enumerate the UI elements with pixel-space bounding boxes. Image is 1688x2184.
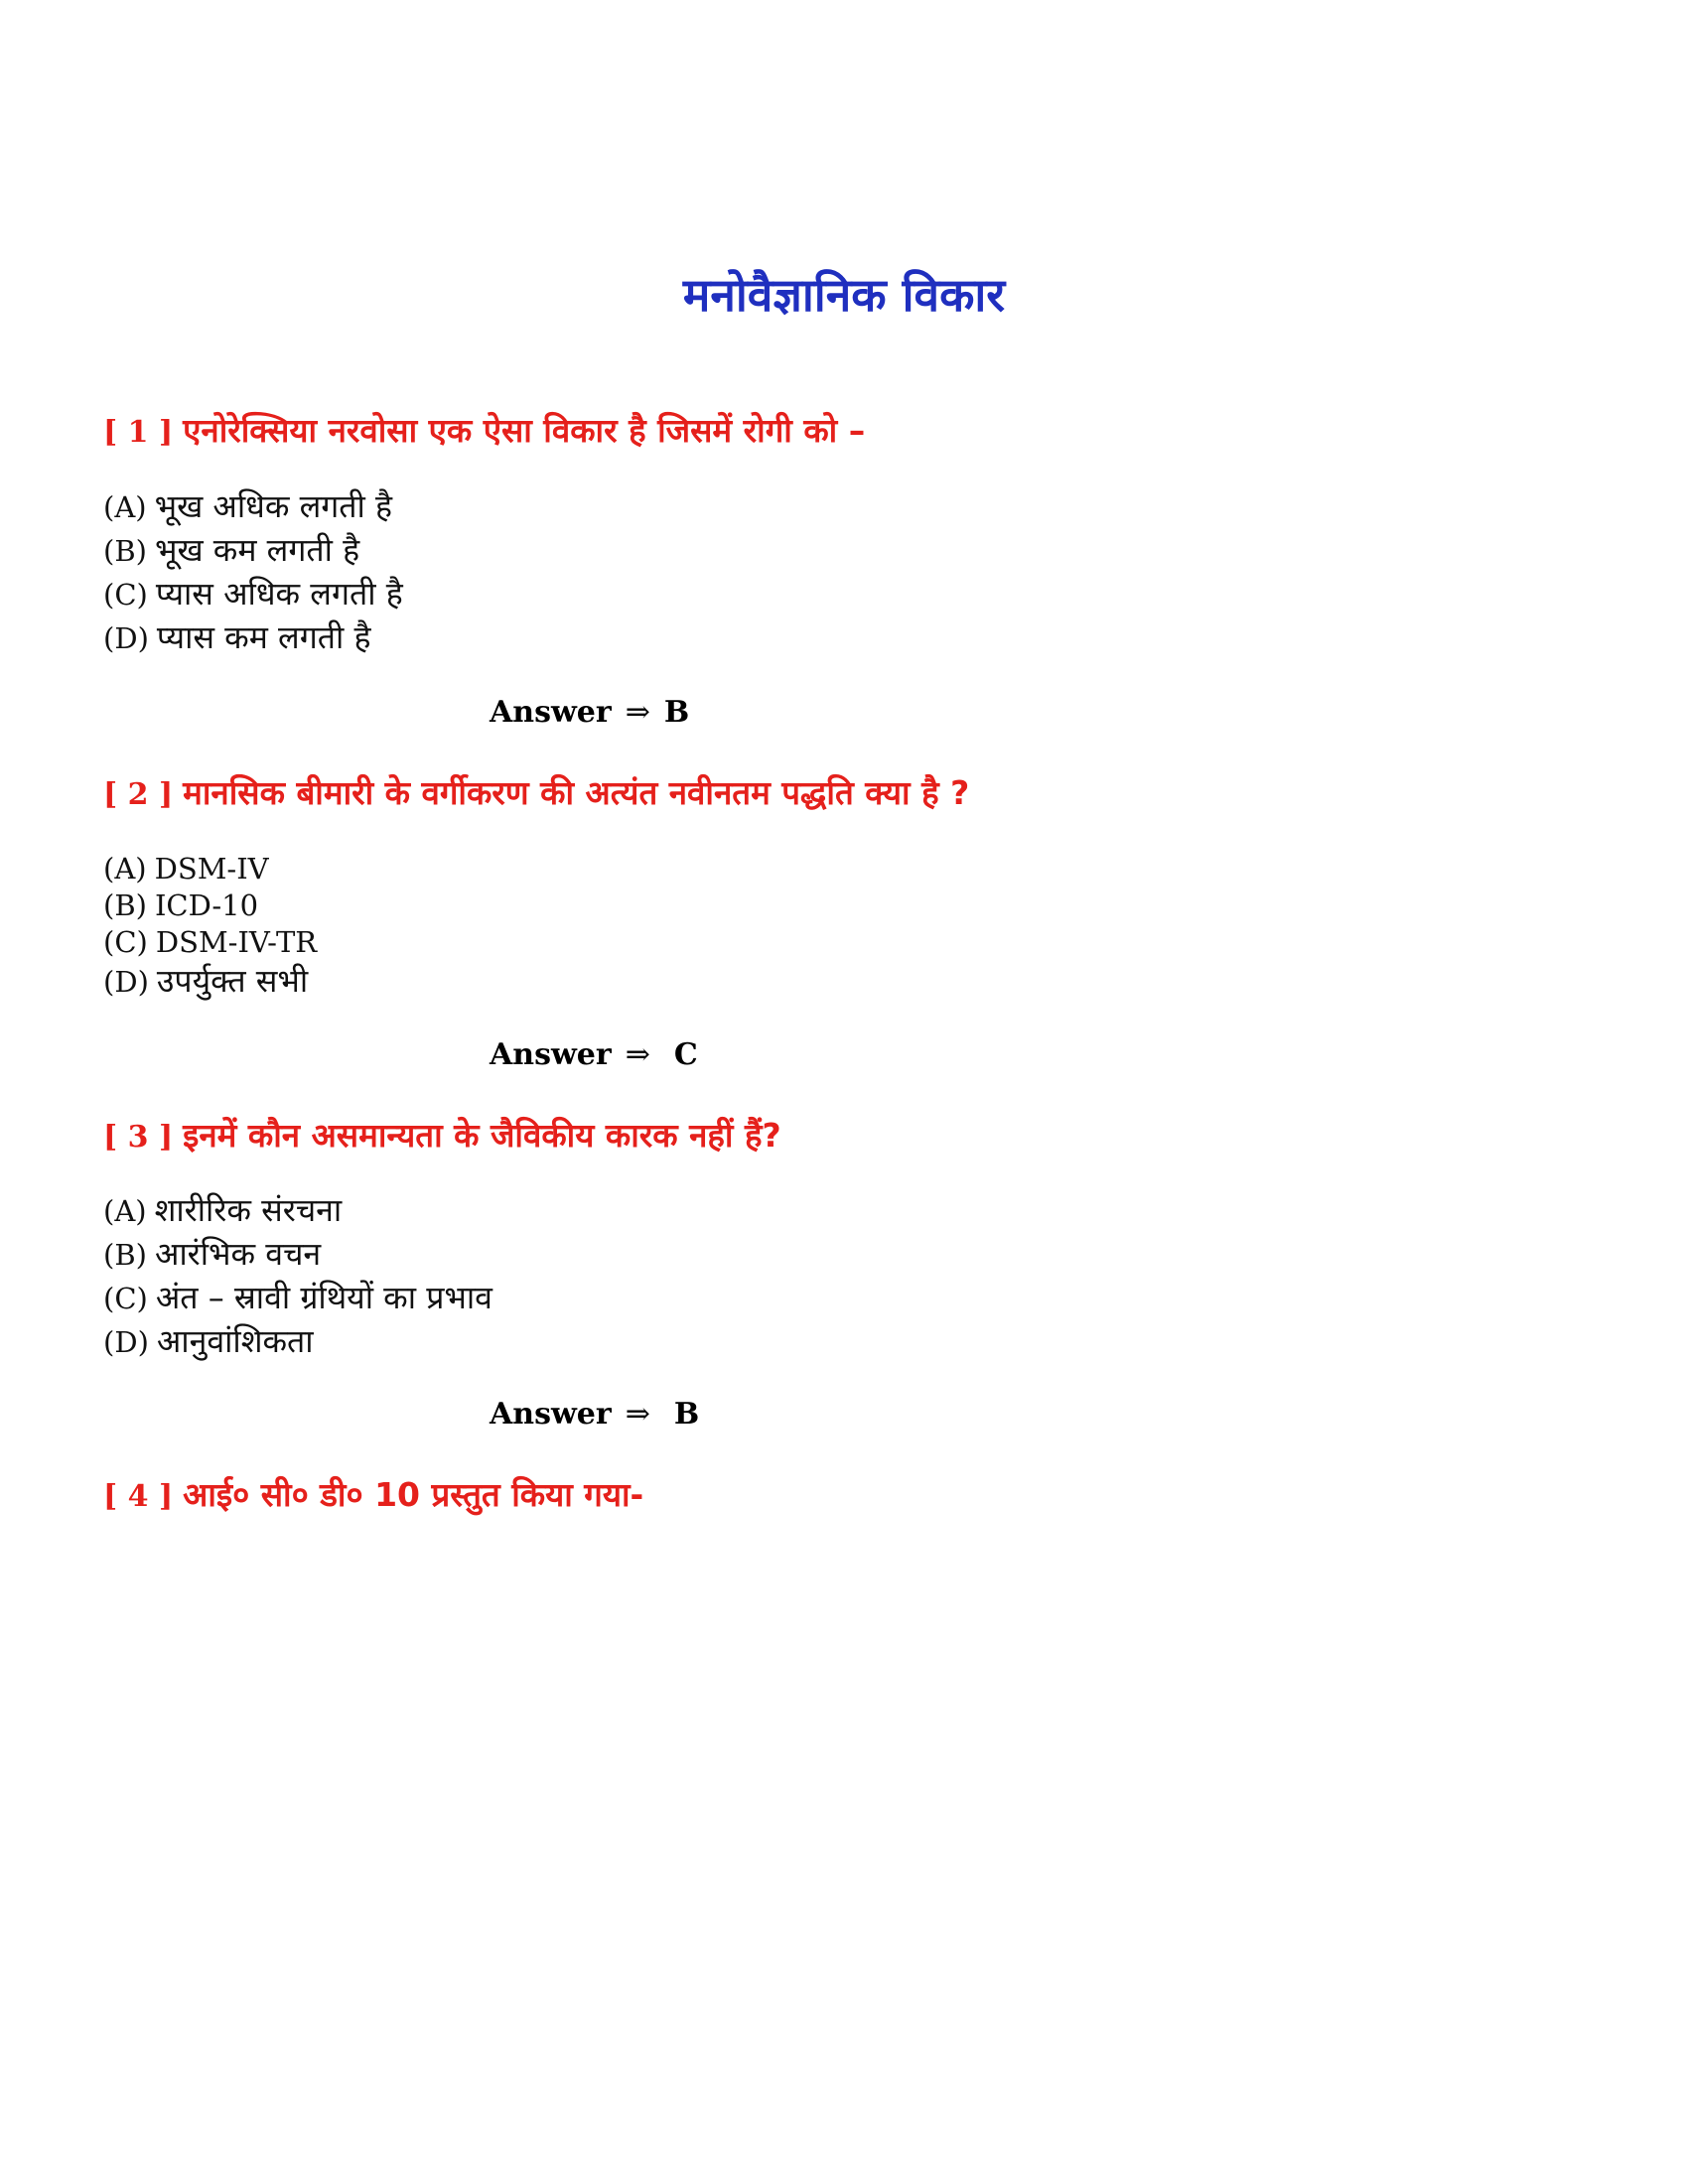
answer-2 — [490, 1037, 698, 1072]
question-3 — [103, 1112, 781, 1157]
page-title-text: मनोवैज्ञानिक विकार — [682, 268, 1006, 322]
question-number: [ 4 ] — [103, 1479, 174, 1514]
question-text: इनमें कौन असमान्यता के जैविकीय कारक नहीं हैं? — [183, 1116, 781, 1155]
option-d: (D) प्यास कम लगती है — [103, 618, 371, 656]
question-number: [ 1 ] — [103, 415, 174, 450]
option-c: (C) अंत – स्रावी ग्रंथियों का प्रभाव — [103, 1279, 492, 1316]
answer-arrow-icon: ⇒ — [625, 1037, 650, 1072]
question-text: आई० सी० डी० 10 प्रस्तुत किया गया- — [183, 1475, 644, 1514]
question-4 — [103, 1471, 643, 1516]
question-1 — [103, 407, 865, 452]
answer-label: Answer — [490, 1037, 612, 1072]
options-list-1 — [103, 484, 403, 659]
question-2 — [103, 769, 969, 814]
option-b: (B) आरंभिक वचन — [103, 1235, 322, 1273]
question-number: [ 3 ] — [103, 1120, 174, 1155]
page-title — [0, 263, 1688, 325]
question-text: एनोरेक्सिया नरवोसा एक ऐसा विकार है जिसमें रोगी को – — [183, 411, 866, 450]
option-c: (C) DSM-IV-TR — [103, 925, 318, 959]
answer-3 — [490, 1397, 699, 1432]
answer-value: B — [673, 1397, 700, 1432]
answer-arrow-icon: ⇒ — [625, 1397, 650, 1432]
answer-1 — [490, 695, 689, 730]
option-b: (B) भूख कम लगती है — [103, 531, 360, 569]
option-d: (D) आनुवांशिकता — [103, 1322, 314, 1360]
option-a: (A) शारीरिक संरचना — [103, 1191, 343, 1229]
answer-value: C — [673, 1037, 698, 1072]
answer-label: Answer — [490, 695, 612, 730]
option-c: (C) प्यास अधिक लगती है — [103, 575, 403, 613]
option-a: (A) भूख अधिक लगती है — [103, 487, 392, 525]
question-text: मानसिक बीमारी के वर्गीकरण की अत्यंत नवीनतम पद्धति क्या है ? — [183, 773, 970, 812]
options-list-3 — [103, 1188, 492, 1363]
question-number: [ 2 ] — [103, 777, 174, 812]
option-a: (A) DSM-IV — [103, 852, 269, 886]
answer-value: B — [663, 695, 690, 730]
answer-arrow-icon: ⇒ — [625, 695, 650, 730]
option-b: (B) ICD-10 — [103, 888, 259, 922]
options-list-2 — [103, 849, 317, 1003]
option-d: (D) उपर्युक्त सभी — [103, 962, 309, 1000]
answer-label: Answer — [490, 1397, 612, 1432]
